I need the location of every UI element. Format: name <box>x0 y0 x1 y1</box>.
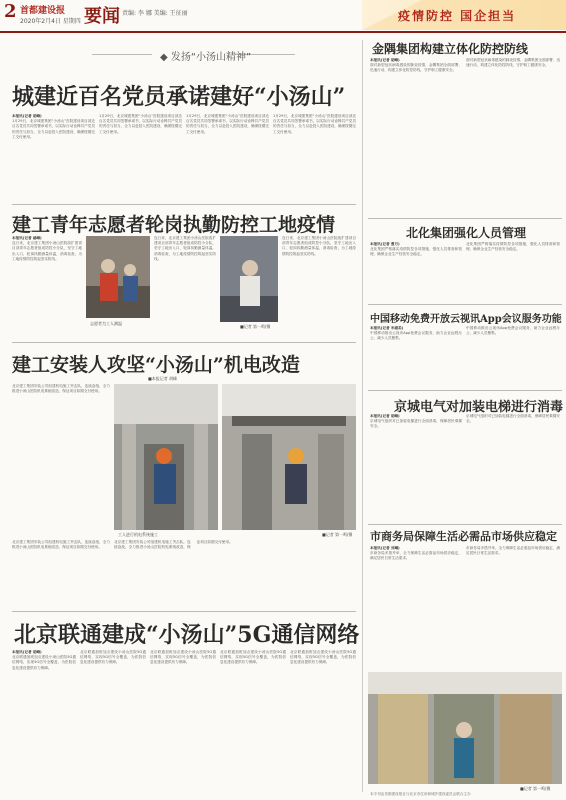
a1-col-3 <box>186 114 269 202</box>
a4-body-3: 北京联通加班加点建设小汤山医院5G通信网络，实现5G信号全覆盖，为医院信息化建设提供有力保障。 <box>150 650 216 665</box>
a3-body: 北京建工集团安装公司组建机电施工突击队，连续奋战，全力推进小汤山医院机电系统改造，保证项目如期交付使用。 <box>12 384 110 394</box>
a1-body-2: 1月29日，北京城建集团“小汤山”医院建设项目部近百名党员共同签署承诺书，以实际行动诠释共产党员的责任与担当，全力以赴投入医院建设，确保按期完工交付使用。 <box>99 114 182 134</box>
a3-photo <box>114 384 218 530</box>
r2-body-2: 北化集团严格落实疫情防控各项措施，强化人员排查和管理，确保企业生产经营安全稳定。 <box>466 242 560 252</box>
a1-headline: 城建近百名党员承诺建好“小汤山” <box>12 84 346 110</box>
a3-col-2 <box>114 540 356 608</box>
r4-col-2 <box>466 414 560 520</box>
a4-byline: 本报讯(记者 胡峰) <box>12 650 42 654</box>
r4-body: 京城电气组织对已加装电梯进行全面消毒，保障居民乘梯安全。 <box>370 419 462 429</box>
r2-body: 北化集团严格落实疫情防控各项措施，强化人员排查和管理，确保企业生产经营安全稳定。 <box>370 247 462 257</box>
r5-body: 市商务局多措并举，全力保障生活必需品市场供应稳定，满足居民日常生活需求。 <box>370 551 462 561</box>
a4-col-5 <box>290 650 356 794</box>
r1-col-2 <box>466 58 560 216</box>
divider <box>368 218 562 219</box>
r2-col-1 <box>370 242 462 300</box>
r3-col-2 <box>466 326 560 388</box>
masthead-rule <box>0 31 566 33</box>
r3-headline: 中国移动免费开放云视讯App会议服务功能 <box>370 314 562 325</box>
section-name: 要闻 <box>84 6 120 27</box>
paper-date: 2020年2月4日 星期四 <box>20 18 81 25</box>
r5-byline: 本报讯(记者 刘琳) <box>370 546 400 550</box>
a1-body: 1月29日，北京城建集团“小汤山”医院建设项目部近百名党员共同签署承诺书，以实际行动诠释共产党员的责任与担当，全力以赴投入医院建设，确保按期完工交付使用。 <box>12 119 95 139</box>
a2-col-1 <box>12 236 82 340</box>
a2-photo <box>86 236 150 318</box>
a3-byline: ■本报记者 胡峰 <box>148 376 178 381</box>
kicker-rule-left <box>92 54 152 55</box>
page-number: 2 <box>4 1 17 22</box>
a2-photo-credit: ■记者 第一鸣/摄 <box>240 324 271 329</box>
a2-photo-2 <box>220 236 278 322</box>
a4-body: 北京联通加班加点建设小汤山医院5G通信网络，实现5G信号全覆盖，为医院信息化建设提供有力保障。 <box>12 655 76 670</box>
a3-body-2: 北京建工集团安装公司组建机电施工突击队，连续奋战，全力推进小汤山医院机电系统改造，保证项目如期交付使用。 <box>114 540 233 550</box>
a2-photo-2-scene <box>220 236 278 322</box>
section-kicker: ◆ 发扬“小汤山精神” <box>160 52 252 63</box>
r4-body-2: 京城电气组织对已加装电梯进行全面消毒，保障居民乘梯安全。 <box>466 414 560 424</box>
r5-headline: 市商务局保障生活必需品市场供应稳定 <box>370 530 557 543</box>
a2-col-3 <box>282 236 356 340</box>
a2-photo-scene <box>86 236 150 318</box>
a2-byline: 本报讯(记者 郝峰) <box>12 236 42 240</box>
r1-byline: 本报讯(记者 胡峰) <box>370 58 400 62</box>
a2-body: 连日来，北京建工集团小汤山医院改扩建项目部青年志愿者组成防控小分队，坚守工地出入口，轮岗执勤测量体温，消毒检查，为工地疫情防控筑起坚实防线。 <box>12 241 82 261</box>
editors-line: 责编: 李 娜 美编: 王征丽 <box>122 10 188 17</box>
r2-headline: 北化集团强化人员管理 <box>406 226 527 240</box>
a4-headline: 北京联通建成“小汤山”5G通信网络 <box>14 622 360 648</box>
a1-col-4 <box>273 114 356 202</box>
a3-photo-credit: ■记者 第一鸣/摄 <box>322 532 353 537</box>
a1-col-1 <box>12 114 95 202</box>
r1-col-1 <box>370 58 462 216</box>
a4-body-5: 北京联通加班加点建设小汤山医院5G通信网络，实现5G信号全覆盖，为医院信息化建设提供有力保障。 <box>290 650 356 665</box>
r5-col-2 <box>466 546 560 668</box>
r3-col-1 <box>370 326 462 388</box>
column-separator <box>362 40 363 792</box>
a2-col-2 <box>154 236 216 340</box>
r5-col-1 <box>370 546 462 668</box>
a3-headline: 建工安装人攻坚“小汤山”机电改造 <box>12 354 300 376</box>
a3-body-3: 北京建工集团安装公司组建机电施工突击队，连续奋战，全力推进小汤山医院机电系统改造，保证项目如期交付使用。 <box>12 540 110 550</box>
a4-col-4 <box>220 650 286 794</box>
a3-col-3 <box>12 540 110 608</box>
a3-caption: 工人进行机电系统施工 <box>118 532 158 537</box>
paper-name: 首都建设报 <box>20 6 66 16</box>
a3-photo-2 <box>222 384 356 530</box>
divider <box>12 611 356 612</box>
a4-col-3 <box>150 650 216 794</box>
r5-body-2: 市商务局多措并举，全力保障生活必需品市场供应稳定，满足居民日常生活需求。 <box>466 546 560 556</box>
r1-body: 面对新型冠状病毒感染的肺炎疫情，金隅集团全面部署、迅速行动，构建立体化防控防线，守护职工健康安全。 <box>370 63 462 73</box>
divider <box>12 204 356 205</box>
a1-col-2 <box>99 114 182 202</box>
r2-col-2 <box>466 242 560 300</box>
r2-byline: 本报讯(记者 曹月) <box>370 242 400 246</box>
r5-photo <box>368 672 562 784</box>
r4-col-1 <box>370 414 462 520</box>
a4-body-4: 北京联通加班加点建设小汤山医院5G通信网络，实现5G信号全覆盖，为医院信息化建设提供有力保障。 <box>220 650 286 665</box>
a1-body-3: 1月29日，北京城建集团“小汤山”医院建设项目部近百名党员共同签署承诺书，以实际行动诠释共产党员的责任与担当，全力以赴投入医院建设，确保按期完工交付使用。 <box>186 114 269 134</box>
r1-body-2: 面对新型冠状病毒感染的肺炎疫情，金隅集团全面部署、迅速行动，构建立体化防控防线，守护职工健康安全。 <box>466 58 560 68</box>
a4-body-2: 北京联通加班加点建设小汤山医院5G通信网络，实现5G信号全覆盖，为医院信息化建设提供有力保障。 <box>80 650 146 665</box>
a3-photo-2-scene <box>222 384 356 530</box>
r5-credit: ■记者 第一鸣/摄 <box>520 786 551 791</box>
r4-byline: 本报讯(记者 胡峰) <box>370 414 400 418</box>
a2-headline: 建工青年志愿者轮岗执勤防控工地疫情 <box>12 214 336 236</box>
r5-photo-scene <box>368 672 562 784</box>
a1-body-4: 1月29日，北京城建集团“小汤山”医院建设项目部近百名党员共同签署承诺书，以实际行动诠释共产党员的责任与担当，全力以赴投入医院建设，确保按期完工交付使用。 <box>273 114 356 134</box>
divider <box>12 342 356 343</box>
divider <box>368 390 562 391</box>
r3-body-2: 中国移动推出云视讯App免费会议服务，助力企业远程办公，减少人员聚集。 <box>466 326 560 336</box>
a2-body-2: 连日来，北京建工集团小汤山医院改扩建项目部青年志愿者组成防控小分队，坚守工地出入口，轮岗执勤测量体温，消毒检查，为工地疫情防控筑起坚实防线。 <box>154 236 216 261</box>
a4-col-2 <box>80 650 146 794</box>
r3-byline: 本报讯(记者 米淑美) <box>370 326 404 330</box>
kicker-text: 发扬“小汤山精神” <box>170 52 252 63</box>
r3-body: 中国移动推出云视讯App免费会议服务，助力企业远程办公，减少人员聚集。 <box>370 331 462 341</box>
r1-headline: 金隅集团构建立体化防控防线 <box>372 42 529 56</box>
a4-col-1 <box>12 650 76 794</box>
a3-photo-scene <box>114 384 218 530</box>
a2-caption: 志愿者为工人测温 <box>90 321 122 326</box>
banner-title: 疫情防控 国企担当 <box>398 9 517 23</box>
r4-headline: 京城电气对加装电梯进行消毒 <box>394 400 564 415</box>
a1-byline: 本报讯(记者 胡峰) <box>12 114 42 118</box>
footer-note: 本专刊由首都建设报社与北京市住房和城乡建设委员会联合主办 <box>370 792 471 796</box>
a3-col-1 <box>12 384 110 536</box>
a2-body-3: 连日来，北京建工集团小汤山医院改扩建项目部青年志愿者组成防控小分队，坚守工地出入口，轮岗执勤测量体温，消毒检查，为工地疫情防控筑起坚实防线。 <box>282 236 356 256</box>
divider <box>368 524 562 525</box>
divider <box>368 304 562 305</box>
